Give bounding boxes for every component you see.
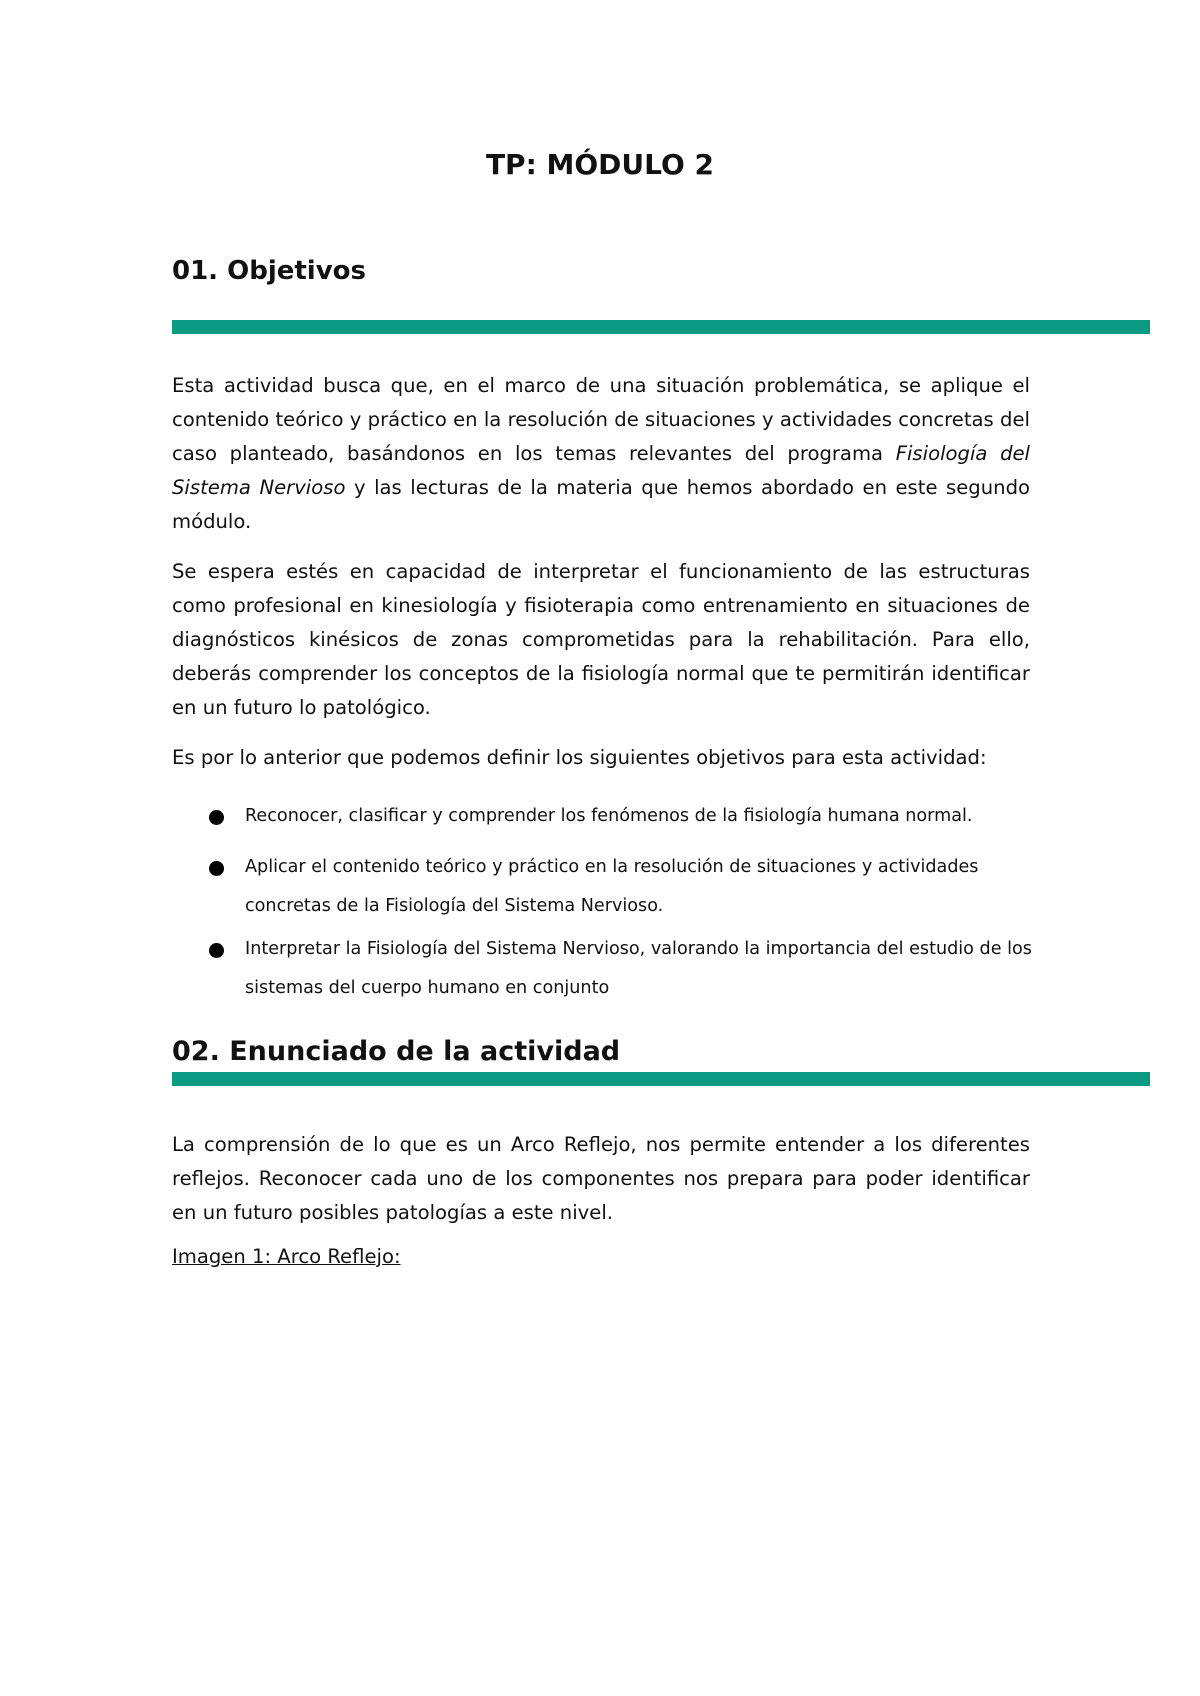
document-title: TP: MÓDULO 2 (485, 148, 715, 181)
objetivos-paragraph-3: Es por lo anterior que podemos definir los siguientes objetivos para esta actividad: (172, 746, 987, 769)
image-caption: Imagen 1: Arco Reflejo: (172, 1245, 401, 1268)
program-name-emphasis: Fisiología del Sistema Nervioso (172, 442, 1030, 499)
objetivos-paragraph-1 (172, 369, 1030, 539)
enunciado-paragraph-1: La comprensión de lo que es un Arco Reflejo, nos permite entender a los diferentes reflejos. Reconocer cada uno de los componentes nos prepara para poder identificar en un futuro posibles patologías a este nivel. (172, 1133, 1030, 1224)
bullet-icon (209, 943, 224, 958)
paragraph-text: y las lecturas de la materia que hemos abordado en este segundo módulo. (172, 476, 1030, 533)
list-item (245, 848, 1045, 926)
objetivos-paragraph-2: Se espera estés en capacidad de interpretar el funcionamiento de las estructuras como profesional en kinesiología y fisioterapia como entrenamiento en situaciones de diagnósticos kinésicos de zonas comprometidas para la rehabilitación. Para ello, deberás comprender los conceptos de la fisiología normal que te permitirán identificar en un futuro lo patológico. (172, 560, 1030, 719)
section-divider-enunciado (172, 1072, 1150, 1086)
section-heading-enunciado: 02. Enunciado de la actividad (172, 1036, 621, 1067)
bullet-icon (209, 861, 224, 876)
objective-text: Aplicar el contenido teórico y práctico en la resolución de situaciones y actividades concretas de la Fisiología del Sistema Nervioso. (245, 857, 979, 916)
list-item (245, 797, 1045, 836)
objective-text: Reconocer, clasificar y comprender los fenómenos de la fisiología humana normal. (245, 806, 973, 826)
section-divider-objetivos (172, 320, 1150, 334)
bullet-icon (209, 810, 224, 825)
paragraph-text: Esta actividad busca que, en el marco de una situación problemática, se aplique el contenido teórico y práctico en la resolución de situaciones y actividades concretas del caso planteado, basándonos en los temas relevantes del programa (172, 374, 1030, 465)
section-heading-objetivos: 01. Objetivos (172, 256, 366, 286)
objective-text: Interpretar la Fisiología del Sistema Nervioso, valorando la importancia del estudio de los sistemas del cuerpo humano en conjunto (245, 939, 1032, 998)
list-item (245, 930, 1045, 1008)
